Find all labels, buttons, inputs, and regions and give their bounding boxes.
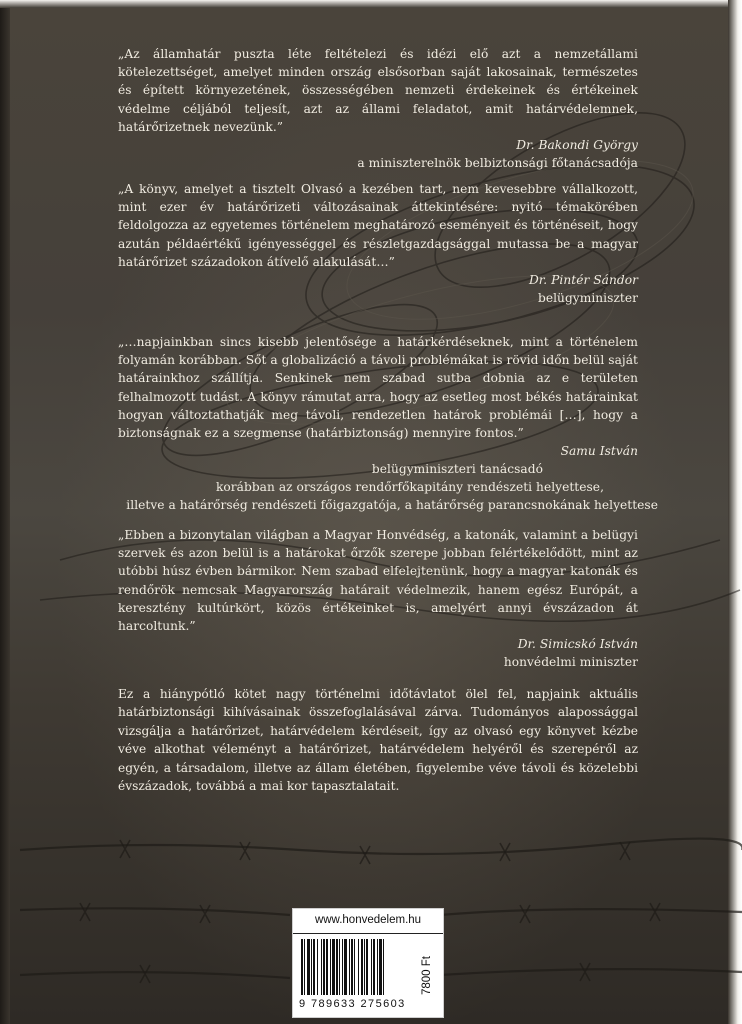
quote-text: „Az államhatár puszta léte feltételezi és idézi elő azt a nemzetállami kötelezettséget, amelyet minden ország elsősorban saját lakosainak, természetes és épített környezetének, összességében nemzeti érdekeinek és értékeinek védelme céljából teljesít, azt az állami feladatot, amit határvédelemnek, határőrizetnek nevezünk.” [118,47,638,134]
quote-author: Samu István [560,444,638,459]
quote-block [118,333,658,514]
quote-author-role: a miniszterelnök belbiztonsági főtanácsadója [357,156,638,171]
quote-block [118,526,638,671]
quote-author-role: belügyminiszter [537,291,638,306]
quote-author: Dr. Simicskó István [517,637,638,652]
quote-text: „A könyv, amelyet a tisztelt Olvasó a kezében tart, nem kevesebbre vállalkozott, mint ezer év határőrizeti változásainak áttekintésére: nyitó témakörében feldolgozza az egyetemes történelem meghatározó eseményeit és történéseit, hogy azután példaértékű igényességgel és részletgazdagsággal mutassa be a magyar határőrizet századokon átívelő alakulását…” [118,182,638,269]
quote-author: Dr. Pintér Sándor [528,273,638,288]
quote-author-role: honvédelmi miniszter [503,655,638,670]
quote-text: „…napjainkban sincs kisebb jelentősége a határkérdéseknek, mint a történelem folyamán korábban. Sőt a globalizáció a távoli problémákat is rövid időn belül saját határainkhoz szállítja. Senkinek nem szabad sutba dobnia az e területen felhalmozott tudást. A könyv rámutat arra, hogy az esetleg most békés határainkat hogyan változtathatják meg távoli, rendezetlen határok problémái […], hogy a biztonságnak ez a szegmense (határbiztonság) mennyire fontos.” [118,335,638,441]
quote-block [118,180,638,307]
barcode [301,939,413,997]
quote-text: „Ebben a bizonytalan világban a Magyar Honvédség, a katonák, valamint a belügyi szervek és azon belül is a határokat őrzők szerepe jobban felértékelődött, mint az utóbbi húsz évben bármikor. Nem szabad elfelejtenünk, hogy a magyar katonák és rendőrök nemcsak Magyarország határait védelmezik, hanem egész Európát, a keresztény kultúrkört, közös értékeinket is, amelyért annyi évszázadon át harcoltunk.” [118,528,638,634]
price-label: 7800 Ft [421,956,433,995]
website-url: www.honvedelem.hu [314,914,422,926]
quote-author: Dr. Bakondi György [516,138,638,153]
isbn-number: 9 789633 275603 [299,998,406,1010]
quote-author-role: belügyminiszteri tanácsadó [371,462,543,477]
quote-block [118,45,638,172]
book-description: Ez a hiánypótló kötet nagy történelmi időtávlatot ölel fel, napjaink aktuális határbiztonsági kihívásainak összefoglalásával zárva. Tudományos alapossággal vizsgálja a határőrizet, határvédelem kérdéseit, így az olvasó egy könyvet kézbe véve alkothat véleményt a határőrizet, határvédelem helyéről és szerepéről az egyén, a társadalom, illetve az állam életében, figyelembe véve távoli és közelebbi évszázadok, továbbá a mai kor tapasztalatait. [118,687,638,794]
quote-author-role: illetve a határőrség rendészeti főigazgatója, a határőrség parancsnokának helyettese [126,498,658,513]
quote-author-role: korábban az országos rendőrfőkapitány rendészeti helyettese, [215,480,604,495]
barcode-label [292,908,444,1018]
